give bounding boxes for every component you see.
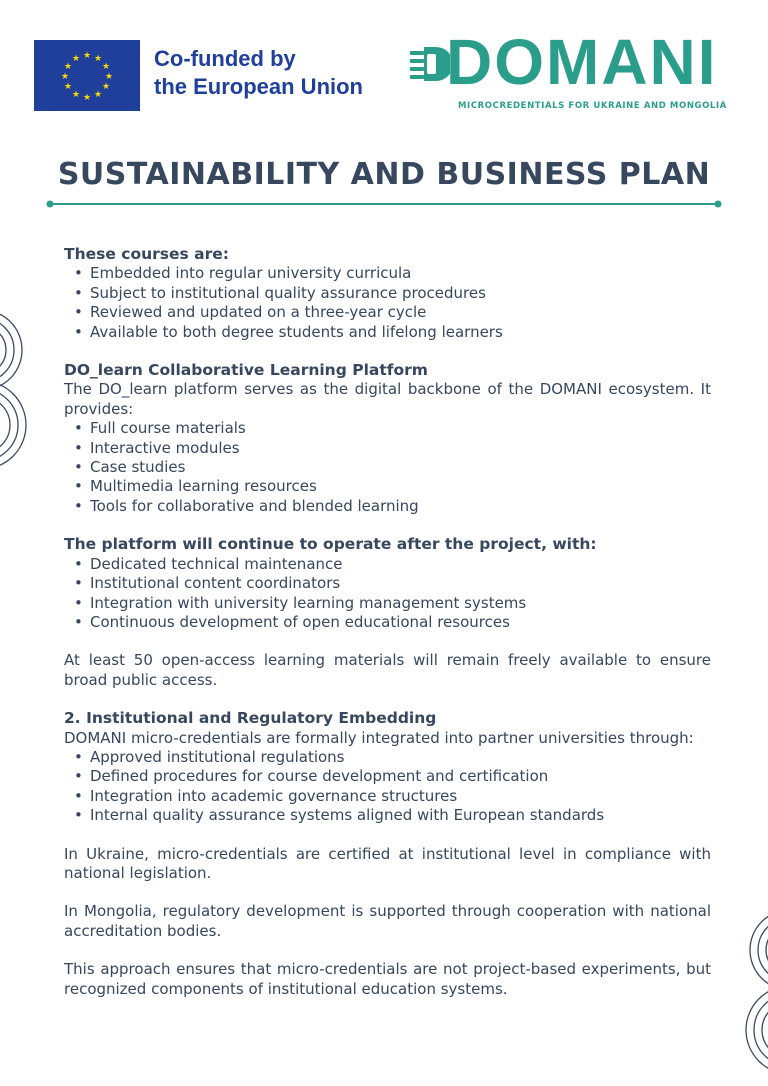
domani-plug-icon	[410, 44, 450, 84]
open-access-note: At least 50 open-access learning materials will remain freely available to ensure broad public access.	[64, 651, 711, 689]
right-decorative-rings	[728, 890, 768, 1086]
list-item: • Case studies	[90, 458, 711, 477]
eu-flag-icon	[34, 40, 140, 111]
list-item: • Reviewed and updated on a three-year cycle	[90, 303, 711, 322]
list-item: • Embedded into regular university curricula	[90, 264, 711, 283]
list-item: • Dedicated technical maintenance	[90, 555, 711, 574]
embedding-intro: DOMANI micro-credentials are formally integrated into partner universities through:	[64, 728, 694, 747]
svg-text:★: ★	[82, 93, 92, 103]
domani-logo-word: DOMANI	[446, 26, 718, 98]
platform-list	[64, 419, 711, 516]
list-item: • Available to both degree students and lifelong learners	[90, 323, 711, 342]
eu-line-1: Co-funded by	[154, 46, 296, 71]
operate-heading: The platform will continue to operate after the project, with:	[64, 535, 597, 554]
list-item: • Multimedia learning resources	[90, 477, 711, 496]
svg-text:★: ★	[101, 82, 111, 92]
svg-text:★: ★	[82, 51, 92, 61]
platform-intro: The DO_learn platform serves as the digital backbone of the DOMANI ecosystem. It provides:	[64, 380, 711, 418]
ukraine-paragraph: In Ukraine, micro-credentials are certified at institutional level in compliance with national legislation.	[64, 844, 711, 882]
list-item: • Internal quality assurance systems aligned with European standards	[90, 806, 711, 825]
list-item: • Tools for collaborative and blended learning	[90, 497, 711, 516]
main-content	[64, 245, 711, 999]
platform-heading: DO_learn Collaborative Learning Platform	[64, 361, 428, 380]
eu-cofunded-text	[154, 45, 363, 101]
list-item: • Integration into academic governance structures	[90, 787, 711, 806]
svg-text:★: ★	[60, 72, 70, 82]
embedding-list	[64, 748, 711, 826]
list-item: • Subject to institutional quality assurance procedures	[90, 284, 711, 303]
svg-text:★: ★	[63, 62, 73, 72]
mongolia-paragraph: In Mongolia, regulatory development is supported through cooperation with national accreditation bodies.	[64, 902, 711, 940]
eu-line-2: the European Union	[154, 74, 363, 99]
list-item: • Full course materials	[90, 419, 711, 438]
svg-text:★: ★	[63, 82, 73, 92]
left-decorative-rings	[0, 290, 40, 490]
svg-text:★: ★	[93, 90, 103, 100]
list-item: • Continuous development of open educational resources	[90, 613, 711, 632]
conclusion-paragraph: This approach ensures that micro-credentials are not project-based experiments, but recognized components of institutional education systems.	[64, 960, 711, 998]
courses-list	[64, 264, 711, 342]
svg-text:★: ★	[101, 62, 111, 72]
list-item: • Interactive modules	[90, 439, 711, 458]
operate-list	[64, 555, 711, 633]
embedding-heading: 2. Institutional and Regulatory Embedding	[64, 709, 437, 728]
page-header	[0, 0, 768, 130]
list-item: • Approved institutional regulations	[90, 748, 711, 767]
svg-text:★: ★	[71, 54, 81, 64]
svg-text:★: ★	[104, 72, 114, 82]
page-title: SUSTAINABILITY AND BUSINESS PLAN	[57, 157, 711, 192]
title-divider	[46, 198, 722, 210]
list-item: • Integration with university learning management systems	[90, 594, 711, 613]
list-item: • Institutional content coordinators	[90, 574, 711, 593]
courses-heading: These courses are:	[64, 245, 229, 263]
domani-tagline: MICROCREDENTIALS FOR UKRAINE AND MONGOLIA	[458, 101, 727, 111]
list-item: • Defined procedures for course development and certification	[90, 767, 711, 786]
svg-text:★: ★	[71, 90, 81, 100]
svg-text:★: ★	[93, 54, 103, 64]
